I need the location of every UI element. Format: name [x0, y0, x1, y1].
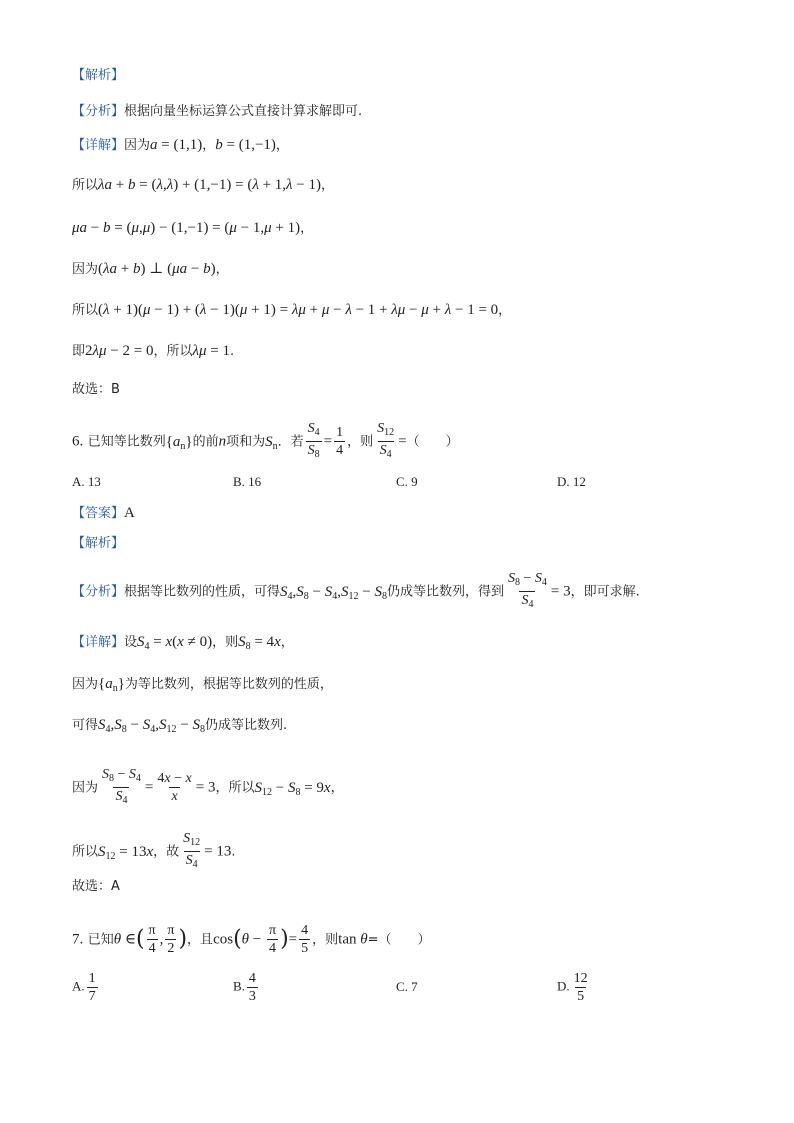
- q5-detail-line-5: 所以(λ + 1)(μ − 1) + (λ − 1)(μ + 1) = λμ + μ − λ − 1 + λμ − μ + λ − 1 = 0，: [72, 302, 512, 318]
- q6-detail-line-1: 【详解】设$S_4 = x(x \ne 0)$，则$S_8 = 4x$，: [72, 634, 294, 652]
- q7-number: 7.: [72, 931, 84, 948]
- q6-stem-e: ，则: [347, 434, 374, 450]
- q5-choice: 故选：B: [72, 382, 120, 397]
- q7-option-d: D. $\frac{12}{5}$: [557, 971, 588, 1004]
- q7-stem-b: ，且: [187, 932, 214, 948]
- q6-number: 6.: [72, 433, 84, 450]
- detail-label: 【详解】: [72, 138, 125, 153]
- q5-perp-expr: (λa + b) ⊥ (μa − b): [98, 261, 216, 277]
- q5-sum-expr: λa + b = (λ,λ) + (1,−1) = (λ + 1,λ − 1): [98, 177, 321, 193]
- q6-stem-b: 的前: [192, 434, 219, 450]
- q5-l2-prefix: 所以: [72, 178, 99, 193]
- q6-analysis-label: 【解析】: [72, 536, 125, 551]
- q6-detail-line-5: 所以$S_{12} = 13x$，故 $\frac{S_{12}}{S_4}$ = 13.: [72, 830, 236, 873]
- q7-opt-d-label: D.: [557, 978, 570, 994]
- q7-stem-c: ，则: [312, 932, 339, 948]
- q5-l6-mid: ，所以: [153, 344, 193, 359]
- q6-fenxi-label: 【分析】: [72, 584, 125, 600]
- q6-d4-a: 因为: [72, 780, 99, 796]
- q6-d5-a: 所以: [72, 844, 99, 860]
- q5-result: λμ = 1: [192, 343, 230, 359]
- q5-l1-prefix: 因为: [124, 138, 151, 153]
- answer-label: 【答案】: [72, 506, 125, 521]
- q5-vector-b-def: b = (1,−1): [215, 137, 276, 153]
- q6-stem: 6. 已知等比数列$\{a_n\}$的前n项和为$S_n$．若 $\frac{S_4}{S_8}$ = $\frac{1}{4}$ ，则 $\frac{S_{12}}{S_4}$ =（ ）: [72, 420, 459, 463]
- q6-stem-d: ．若: [277, 434, 304, 450]
- q5-l6-prefix: 即: [72, 344, 86, 359]
- q5-detail-line-6: 即2λμ − 2 = 0，所以λμ = 1.: [72, 343, 235, 359]
- q6-d1-mid: ，则: [212, 635, 239, 650]
- q6-d4-b: ，所以: [215, 780, 255, 796]
- q6-detail-line-4: 因为 $\frac{S_8 - S_4}{S_4}$ = $\frac{4x - x}{x}$ = 3，所以$S_{12} - S_8 = 9x$，: [72, 766, 344, 809]
- q7-option-a: A. $\frac{1}{7}$: [72, 971, 96, 1004]
- q6-blank: （ ）: [406, 434, 459, 450]
- fenxi-label: 【分析】: [72, 104, 125, 119]
- q6-detail-label: 【详解】: [72, 635, 125, 650]
- q5-fenxi-text: 根据向量坐标运算公式直接计算求解即可.: [124, 104, 363, 119]
- q6-fenxi-c: ，即可求解.: [570, 584, 640, 600]
- q6-option-a: A. 13: [72, 474, 101, 489]
- q7-stem-d: =（ ）: [367, 932, 431, 948]
- q6-option-d: D. 12: [557, 474, 586, 489]
- q5-detail-line-4: 因为(λa + b) ⊥ (μa − b)，: [72, 261, 229, 277]
- q5-vector-a-def: a = (1,1): [150, 137, 203, 153]
- analysis-label: 【解析】: [72, 68, 125, 83]
- q6-ratio-given: $\frac{S_4}{S_8}$: [306, 420, 322, 463]
- q6-d3-a: 可得: [72, 718, 99, 733]
- q5-diff-expr: μa − b = (μ,μ) − (1,−1) = (μ − 1,μ + 1): [72, 220, 301, 236]
- q6-fenxi-b: 仍成等比数列，得到: [386, 584, 504, 600]
- q6-answer: A: [124, 505, 135, 521]
- q7-opt-a-label: A.: [72, 978, 85, 994]
- q7-option-c: C. 7: [396, 979, 418, 994]
- q5-detail-line-1: 【详解】因为a = (1,1)，b = (1,−1)，: [72, 137, 289, 153]
- q7-opt-b-label: B.: [233, 978, 245, 994]
- q6-answer-line: [72, 503, 135, 524]
- q6-choice: 故选：A: [72, 879, 120, 894]
- q6-option-b: B. 16: [233, 474, 262, 489]
- q5-dot-expr: (λ + 1)(μ − 1) + (λ − 1)(μ + 1) = λμ + μ − λ − 1 + λμ − μ + λ − 1 = 0: [98, 302, 499, 318]
- q6-d2-a: 因为: [72, 677, 99, 692]
- q5-l4-prefix: 因为: [72, 262, 99, 277]
- q6-option-c: C. 9: [396, 474, 418, 489]
- q6-stem-a: 已知等比数列: [87, 434, 166, 450]
- q5-l5-prefix: 所以: [72, 303, 99, 318]
- q7-stem: 7. 已知θ ∈( $\frac{\pi}{4}$ , $\frac{\pi}{2}$ )，且cos(θ − $\frac{\pi}{4}$ )= $\frac{4}{5}$ ，则tan θ=（ ）: [72, 923, 431, 956]
- q5-detail-line-3: μa − b = (μ,μ) − (1,−1) = (μ − 1,μ + 1)，: [72, 220, 314, 236]
- q7-stem-a: 已知: [87, 932, 114, 948]
- q6-d2-b: 为等比数列，根据等比数列的性质，: [124, 677, 333, 692]
- q6-fenxi-line: 【分析】根据等比数列的性质，可得$S_4,S_8 - S_4,S_{12} - S_8$仍成等比数列，得到 $\frac{S_8 - S_4}{S_4}$ = 3，即可求解.: [72, 570, 640, 613]
- q5-detail-line-2: 所以λa + b = (λ,λ) + (1,−1) = (λ + 1,λ − 1)，: [72, 177, 335, 193]
- q6-stem-c: 项和为: [226, 434, 266, 450]
- q5-fenxi-line: [72, 101, 362, 122]
- q6-detail-line-3: 可得$S_4,S_8 - S_4,S_{12} - S_8$仍成等比数列.: [72, 717, 288, 735]
- q6-fenxi-a: 根据等比数列的性质，可得: [124, 584, 281, 600]
- q6-d1-prefix: 设: [124, 635, 138, 650]
- q6-d5-b: ，故: [153, 844, 180, 860]
- q7-option-b: B. $\frac{4}{3}$: [233, 971, 256, 1004]
- q6-d3-b: 仍成等比数列.: [204, 718, 288, 733]
- q6-ratio-asked: $\frac{S_{12}}{S_4}$: [375, 420, 396, 463]
- q6-detail-line-2: 因为$\{a_n\}$为等比数列，根据等比数列的性质，: [72, 676, 333, 694]
